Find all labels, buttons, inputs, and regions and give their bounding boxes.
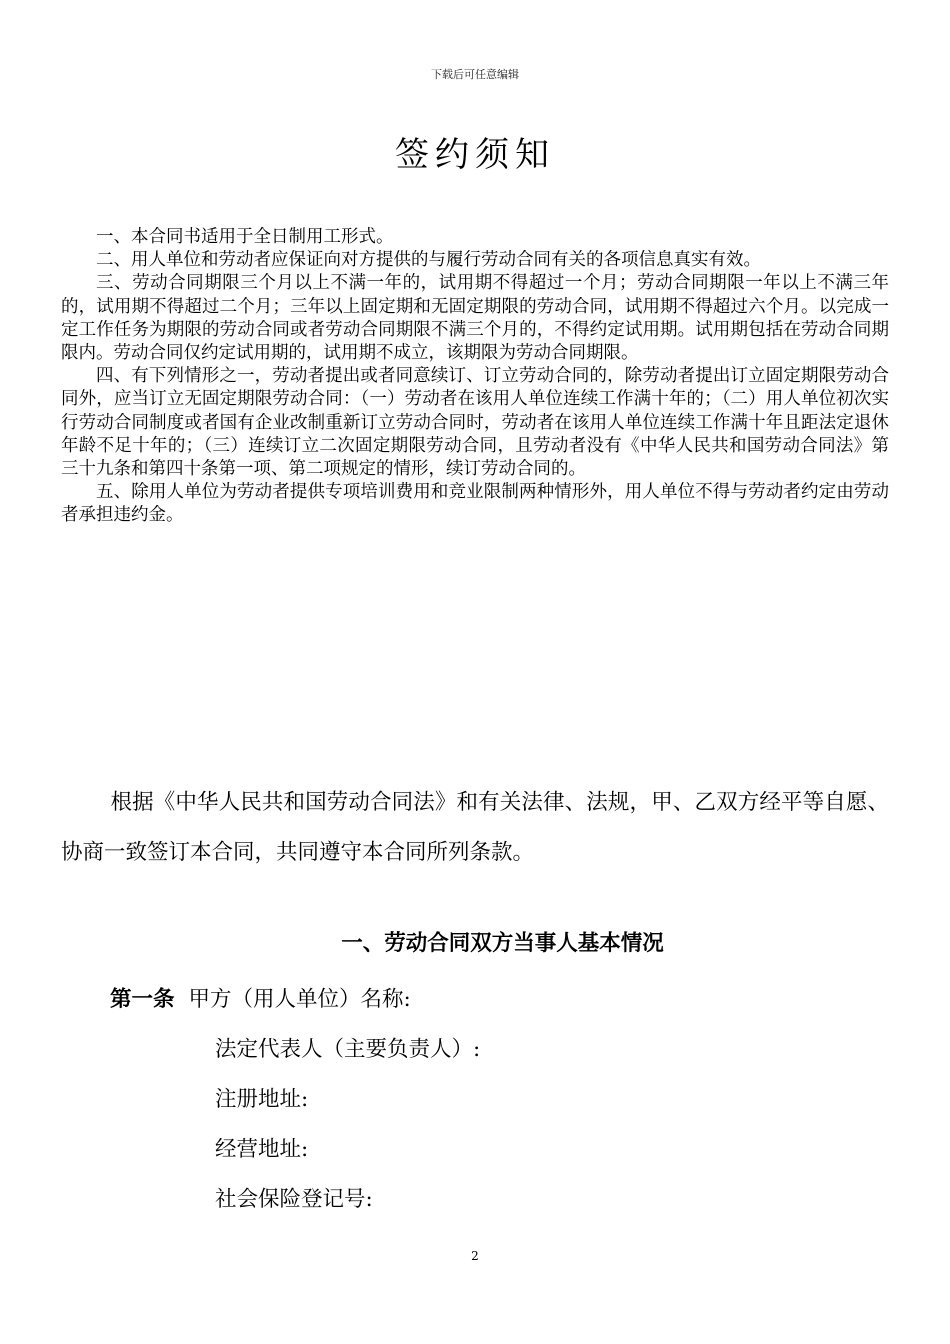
document-title: 签约须知	[395, 135, 555, 175]
notice-item: 四、有下列情形之一，劳动者提出或者同意续订、订立劳动合同的，除劳动者提出订立固定期限劳动合同外，应当订立无固定期限劳动合同：（一）劳动者在该用人单位连续工作满十年的；（二）用人单位初次实行劳动合同制度或者国有企业改制重新订立劳动合同时，劳动者在该用人单位连续工作满十年且距法定退休年龄不足十年的；（三）连续订立二次固定期限劳动合同，且劳动者没有《中华人民共和国劳动合同法》第三十九条和第四十条第一项、第二项规定的情形，续订劳动合同的。	[61, 366, 889, 480]
field-registered-address: 注册地址:	[215, 1087, 309, 1112]
article-label: 第一条	[110, 987, 175, 1012]
notice-item: 一、本合同书适用于全日制用工形式。	[96, 227, 394, 247]
notice-item: 三、劳动合同期限三个月以上不满一年的，试用期不得超过一个月；劳动合同期限一年以上不满三年的，试用期不得超过二个月；三年以上固定期和无固定期限的劳动合同，试用期不得超过六个月。以完成一定工作任务为期限的劳动合同或者劳动合同期限不满三个月的，不得约定试用期。试用期包括在劳动合同期限内。劳动合同仅约定试用期的，试用期不成立，该期限为劳动合同期限。	[61, 273, 889, 364]
notice-list	[61, 226, 889, 528]
article-text: 甲方（用人单位）名称:	[188, 987, 411, 1012]
page-number: 2	[471, 1249, 479, 1263]
contract-preamble: 根据《中华人民共和国劳动合同法》和有关法律、法规，甲、乙双方经平等自愿、协商一致签订本合同，共同遵守本合同所列条款。	[61, 790, 889, 865]
field-business-address: 经营地址:	[215, 1137, 309, 1162]
header-note: 下载后可任意编辑	[431, 68, 519, 81]
field-legal-representative: 法定代表人（主要负责人）:	[215, 1037, 481, 1062]
section-heading: 一、劳动合同双方当事人基本情况	[341, 931, 664, 956]
notice-item: 五、除用人单位为劳动者提供专项培训费用和竞业限制两种情形外，用人单位不得与劳动者约定由劳动者承担违约金。	[61, 482, 889, 526]
notice-item: 二、用人单位和劳动者应保证向对方提供的与履行劳动合同有关的各项信息真实有效。	[96, 250, 761, 271]
article-1	[110, 982, 411, 1013]
field-social-insurance-number: 社会保险登记号:	[215, 1187, 373, 1212]
